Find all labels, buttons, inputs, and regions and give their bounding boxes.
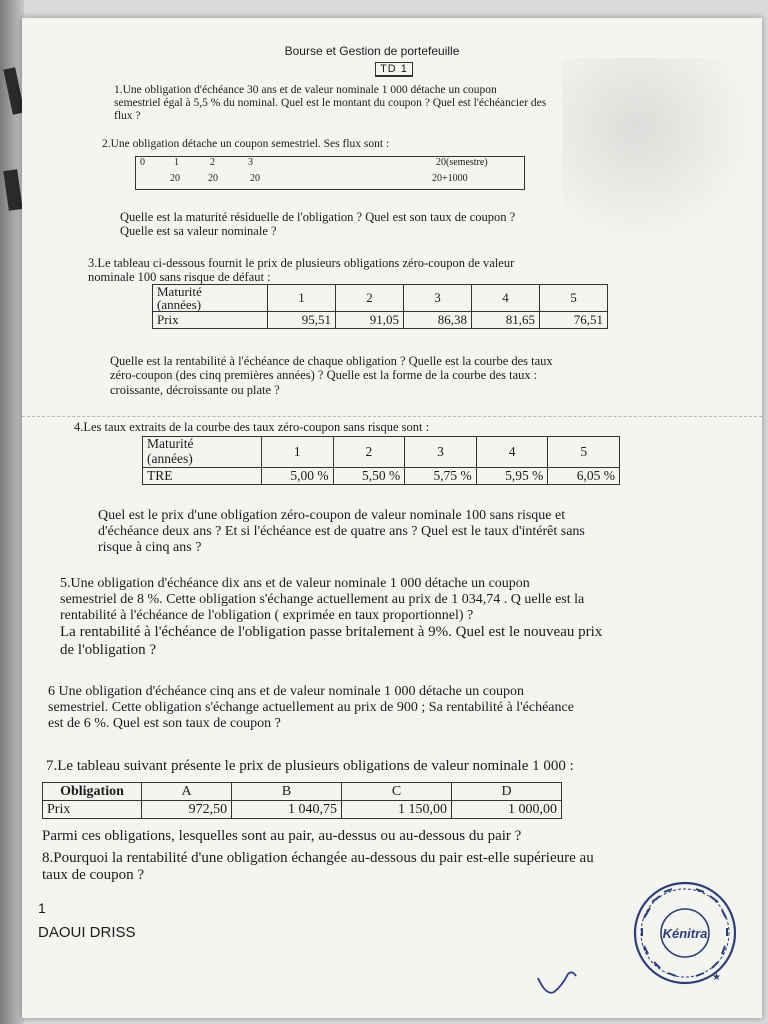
maturity-cell: 4 [472,285,540,312]
flux-amount: 20 [250,173,260,184]
bond-price-table [42,782,562,819]
bond-name-cell: B [232,783,342,801]
question-1-line: 1.Une obligation d'échéance 30 ans et de valeur nominale 1 000 détache un coupon [114,84,497,96]
flux-period: 2 [210,157,215,168]
question-3-line: croissante, décroissante ou plate ? [110,382,280,397]
table-header-cell [143,437,262,468]
document-title: Bourse et Gestion de portefeuille [284,44,460,58]
maturity-cell: 5 [548,437,620,468]
question-3-line: nominale 100 sans risque de défaut : [88,270,271,285]
zero-coupon-price-table [152,284,608,329]
price-cell: 95,51 [268,312,336,329]
maturity-label: Maturité [157,284,202,299]
maturity-cell: 3 [405,437,477,468]
question-2-intro-text: 2.Une obligation détache un coupon semestriel. Ses flux sont : [102,138,390,150]
rate-cell: 5,75 % [405,467,477,484]
maturity-unit: (années) [147,450,193,466]
question-7-intro-text: 7.Le tableau suivant présente le prix de plusieurs obligations de valeur nominale 1 000 : [46,758,574,774]
table-row [153,285,608,312]
price-cell: 86,38 [404,312,472,329]
price-cell: 91,05 [336,312,404,329]
question-6 [48,684,748,732]
question-1-line: flux ? [114,110,141,123]
bond-name-cell: C [342,783,452,801]
maturity-cell: 5 [540,285,608,312]
bond-price-cell: 972,50 [142,801,232,819]
bond-price-cell: 1 000,00 [452,801,562,819]
question-5-line: semestriel de 8 %. Cette obligation s'échange actuellement au prix de 1 034,74 . Q uelle est la [60,592,585,608]
page-number: 1 [38,900,46,916]
bond-price-cell: 1 040,75 [232,801,342,819]
svg-text:★: ★ [712,972,721,983]
cash-flow-timeline [135,156,525,190]
question-2 [120,210,680,239]
question-6-line: 6 Une obligation d'échéance cinq ans et de valeur nominale 1 000 détache un coupon [48,684,525,699]
signature [532,966,592,1002]
question-4-intro [74,420,674,434]
scan-left-edge [0,0,24,1024]
flux-amount: 20+1000 [432,173,468,184]
document-subtitle: TD 1 [375,62,413,77]
table-row [43,783,562,801]
question-3-line: 3.Le tableau ci-dessous fournit le prix de plusieurs obligations zéro-coupon de valeur [88,256,515,270]
scan-mark [3,169,22,211]
flux-period: 3 [248,157,253,168]
maturity-cell: 1 [268,285,336,312]
table-header-cell [153,285,268,312]
question-4-line: Quel est le prix d'une obligation zéro-coupon de valeur nominale 100 sans risque et [98,508,566,523]
question-5-line: 5.Une obligation d'échéance dix ans et de valeur nominale 1 000 détache un coupon [60,576,530,591]
rate-cell: 5,95 % [476,467,548,484]
question-3-intro [88,256,688,285]
maturity-cell: 1 [262,437,334,468]
flux-amount: 20 [170,173,180,184]
table-row [153,312,608,329]
table-row [143,437,620,468]
maturity-cell: 2 [333,437,405,468]
question-4 [98,508,728,556]
flux-period: 0 [140,157,145,168]
rate-cell: 6,05 % [548,467,620,484]
maturity-label: Maturité [147,436,194,451]
document-header [22,44,762,77]
price-cell: 76,51 [540,312,608,329]
question-5-line: de l'obligation ? [60,641,157,658]
question-2-line: Quelle est la maturité résiduelle de l'obligation ? Quel est son taux de coupon ? [120,210,516,224]
price-cell: 81,65 [472,312,540,329]
question-5 [60,576,750,659]
bond-name-cell: A [142,783,232,801]
page-fold-line [22,416,762,418]
stamp-center-text: Kénitra [662,926,708,941]
table-row [43,801,562,819]
question-3-line: Quelle est la rentabilité à l'échéance de chaque obligation ? Quelle est la courbe des taux [110,354,553,368]
rate-cell: 5,00 % [262,467,334,484]
table-header-cell: Obligation [43,783,142,801]
question-5-line: rentabilité à l'échéance de l'obligation ( exprimée en taux proportionnel) ? [60,608,474,624]
question-4-intro-text: 4.Les taux extraits de la courbe des taux zéro-coupon sans risque sont : [74,420,430,434]
zero-coupon-rate-table [142,436,620,485]
flux-amount: 20 [208,173,218,184]
price-label: Prix [153,312,268,329]
maturity-unit: (années) [157,297,202,312]
maturity-cell: 3 [404,285,472,312]
author-name: DAOUI DRISS [38,924,136,941]
question-4-line: d'échéance deux ans ? Et si l'échéance est de quatre ans ? Quel est le taux d'intérêt sans [98,524,585,540]
question-3 [110,354,710,397]
bond-name-cell: D [452,783,562,801]
table-row [143,467,620,484]
maturity-cell: 2 [336,285,404,312]
question-1 [114,84,674,124]
question-7-intro [46,758,746,775]
question-6-line: est de 6 %. Quel est son taux de coupon ? [48,716,281,732]
question-8-line: taux de coupon ? [42,867,145,884]
document-page [22,18,762,1018]
question-7-line: Parmi ces obligations, lesquelles sont au pair, au-dessus ou au-dessous du pair ? [42,828,522,844]
question-5-line: La rentabilité à l'échéance de l'obligation passe britalement à 9%. Quel est le nouveau prix [60,624,603,641]
bond-price-cell: 1 150,00 [342,801,452,819]
rate-cell: 5,50 % [333,467,405,484]
rate-label: TRE [143,467,262,484]
question-6-line: semestriel. Cette obligation s'échange actuellement au prix de 900 ; Sa rentabilité à l'échéance [48,700,574,716]
question-2-intro [102,138,662,151]
question-4-line: risque à cinq ans ? [98,540,202,556]
question-3-line: zéro-coupon (des cinq premières années) ? Quelle est la forme de la courbe des taux : [110,368,538,383]
faculty-stamp [630,878,740,988]
question-7 [42,828,742,845]
flux-period: 20(semestre) [436,157,488,168]
question-2-line: Quelle est sa valeur nominale ? [120,224,277,239]
question-1-line: semestriel égal à 5,5 % du nominal. Quel est le montant du coupon ? Quel est l'échéancier des [114,97,547,110]
maturity-cell: 4 [476,437,548,468]
flux-period: 1 [174,157,179,168]
question-8-line: 8.Pourquoi la rentabilité d'une obligation échangée au-dessous du pair est-elle supérieure au [42,850,594,866]
price-label: Prix [43,801,142,819]
